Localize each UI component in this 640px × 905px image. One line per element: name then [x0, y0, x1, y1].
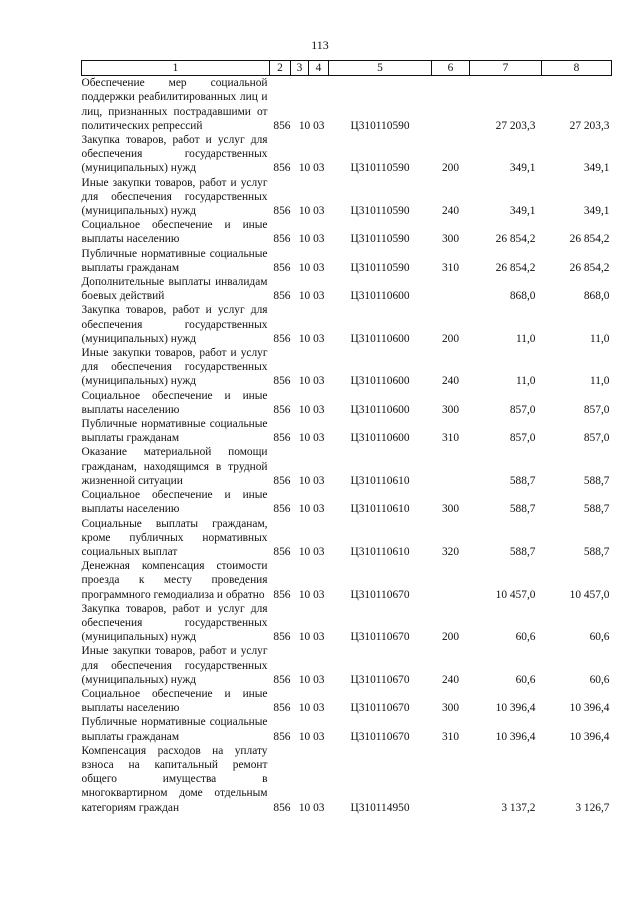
table-row	[82, 389, 612, 417]
table-row	[82, 687, 612, 715]
row-name: Закупка товаров, работ и услуг для обеспечения государственных (муниципальных) нужд	[81, 304, 268, 345]
row-ministry-code: 856	[273, 162, 291, 175]
row-target-code: Ц310110670	[350, 631, 410, 644]
row-target-code: Ц310110670	[350, 730, 410, 743]
row-expense-type	[432, 559, 470, 602]
table-row	[82, 76, 612, 133]
row-amount-plan: 11,0	[515, 332, 536, 345]
row-section-code: 10 03	[298, 119, 325, 132]
row-amount-plan: 10 396,4	[495, 702, 536, 715]
row-section-code: 10 03	[298, 162, 325, 175]
row-target-code: Ц310110590	[350, 119, 410, 132]
row-amount-actual: 26 854,2	[569, 261, 610, 274]
row-section-code: 10 03	[298, 290, 325, 303]
row-name: Компенсация расходов на уплату взноса на капитальный ремонт общего имущества в многоквартирном доме отдельным категориям граждан	[81, 744, 268, 814]
row-name: Социальное обеспечение и иные выплаты населению	[81, 687, 268, 715]
table-row	[82, 488, 612, 516]
row-target-code: Ц310110610	[350, 545, 410, 558]
row-expense-type: 300	[441, 233, 460, 246]
row-name: Социальные выплаты гражданам, кроме публичных нормативных социальных выплат	[81, 517, 268, 558]
row-section-code: 10 03	[298, 261, 325, 274]
row-section-code: 10 03	[298, 631, 325, 644]
row-ministry-code: 856	[273, 673, 291, 686]
row-ministry-code: 856	[273, 801, 291, 814]
row-expense-type	[432, 76, 470, 133]
row-amount-actual: 60,6	[589, 673, 610, 686]
row-amount-actual: 10 396,4	[569, 702, 610, 715]
row-ministry-code: 856	[273, 332, 291, 345]
row-name: Публичные нормативные социальные выплаты гражданам	[81, 716, 268, 743]
table-row	[82, 644, 612, 687]
row-target-code: Ц310110600	[350, 403, 410, 416]
row-ministry-code: 856	[273, 233, 291, 246]
row-amount-plan: 60,6	[515, 673, 536, 686]
row-ministry-code: 856	[273, 503, 291, 516]
row-section-code: 10 03	[298, 233, 325, 246]
row-amount-plan: 588,7	[509, 474, 536, 487]
row-amount-plan: 11,0	[515, 375, 536, 388]
row-section-code: 10 03	[298, 332, 325, 345]
row-target-code: Ц310110670	[350, 673, 410, 686]
header-cell: 2	[270, 61, 291, 76]
row-ministry-code: 856	[273, 730, 291, 743]
row-target-code: Ц310110590	[350, 261, 410, 274]
row-amount-actual: 10 457,0	[569, 588, 610, 601]
row-amount-actual: 588,7	[583, 545, 610, 558]
row-section-code: 10 03	[298, 403, 325, 416]
table-row	[82, 744, 612, 815]
header-cell: 4	[309, 61, 329, 76]
row-ministry-code: 856	[273, 403, 291, 416]
row-target-code: Ц310110600	[350, 290, 410, 303]
row-amount-plan: 857,0	[509, 403, 536, 416]
row-ministry-code: 856	[273, 631, 291, 644]
row-expense-type	[432, 744, 470, 815]
row-name: Социальное обеспечение и иные выплаты населению	[81, 389, 268, 416]
row-target-code: Ц310110600	[350, 375, 410, 388]
row-target-code: Ц310114950	[350, 801, 410, 814]
row-amount-actual: 868,0	[583, 290, 610, 303]
row-ministry-code: 856	[273, 432, 291, 445]
page-number: 113	[311, 38, 329, 52]
row-amount-actual: 11,0	[589, 375, 610, 388]
row-expense-type: 320	[441, 545, 460, 558]
row-name: Закупка товаров, работ и услуг для обеспечения государственных (муниципальных) нужд	[81, 602, 268, 644]
row-amount-actual: 349,1	[583, 162, 610, 175]
header-cell: 5	[329, 61, 432, 76]
row-section-code: 10 03	[298, 588, 325, 601]
row-expense-type: 240	[441, 673, 460, 686]
row-amount-actual: 588,7	[583, 503, 610, 516]
table-row	[82, 417, 612, 445]
row-target-code: Ц310110600	[350, 432, 410, 445]
row-ministry-code: 856	[273, 261, 291, 274]
budget-table	[81, 60, 612, 815]
row-section-code: 10 03	[298, 673, 325, 686]
row-ministry-code: 856	[273, 702, 291, 715]
table-row	[82, 303, 612, 346]
table-row	[82, 176, 612, 219]
row-amount-plan: 349,1	[509, 205, 536, 218]
row-amount-actual: 349,1	[583, 205, 610, 218]
row-amount-actual: 588,7	[583, 474, 610, 487]
row-amount-actual: 10 396,4	[569, 730, 610, 743]
row-expense-type: 300	[441, 503, 460, 516]
table-row	[82, 517, 612, 560]
row-expense-type: 200	[441, 332, 460, 345]
row-name: Денежная компенсация стоимости проезда к месту проведения программного гемодиализа и обратно	[81, 560, 268, 601]
row-name: Иные закупки товаров, работ и услуг для обеспечения государственных (муниципальных) нужд	[81, 645, 268, 686]
table-row	[82, 445, 612, 488]
row-ministry-code: 856	[273, 545, 291, 558]
row-amount-actual: 11,0	[589, 332, 610, 345]
row-name: Публичные нормативные социальные выплаты гражданам	[81, 418, 268, 445]
table-row	[82, 275, 612, 303]
table-row	[82, 715, 612, 743]
row-amount-plan: 857,0	[509, 432, 536, 445]
table-row	[82, 133, 612, 176]
row-section-code: 10 03	[298, 730, 325, 743]
table-row	[82, 247, 612, 275]
row-expense-type: 200	[441, 631, 460, 644]
header-cell: 7	[470, 61, 542, 76]
row-amount-plan: 588,7	[509, 545, 536, 558]
row-expense-type	[432, 445, 470, 488]
row-target-code: Ц310110600	[350, 332, 410, 345]
row-name: Иные закупки товаров, работ и услуг для обеспечения государственных (муниципальных) нужд	[81, 176, 268, 218]
row-amount-plan: 588,7	[509, 503, 536, 516]
row-name: Социальное обеспечение и иные выплаты населению	[81, 489, 268, 516]
table-row	[82, 559, 612, 602]
row-expense-type: 310	[441, 261, 460, 274]
header-cell: 1	[82, 61, 270, 76]
row-ministry-code: 856	[273, 375, 291, 388]
row-amount-plan: 10 457,0	[495, 588, 536, 601]
row-target-code: Ц310110590	[350, 233, 410, 246]
header-cell: 8	[542, 61, 612, 76]
row-amount-actual: 27 203,3	[569, 119, 610, 132]
row-expense-type: 300	[441, 403, 460, 416]
row-amount-plan: 10 396,4	[495, 730, 536, 743]
row-section-code: 10 03	[298, 432, 325, 445]
row-amount-actual: 26 854,2	[569, 233, 610, 246]
row-expense-type	[432, 275, 470, 303]
row-ministry-code: 856	[273, 588, 291, 601]
header-cell: 6	[432, 61, 470, 76]
row-section-code: 10 03	[298, 545, 325, 558]
row-expense-type: 310	[441, 432, 460, 445]
row-amount-plan: 27 203,3	[495, 119, 536, 132]
row-amount-plan: 26 854,2	[495, 261, 536, 274]
row-target-code: Ц310110610	[350, 503, 410, 516]
row-expense-type: 240	[441, 205, 460, 218]
row-target-code: Ц310110590	[350, 162, 410, 175]
row-amount-plan: 3 137,2	[501, 801, 536, 814]
table-row	[82, 218, 612, 246]
row-name: Публичные нормативные социальные выплаты гражданам	[81, 247, 268, 274]
row-name: Иные закупки товаров, работ и услуг для обеспечения государственных (муниципальных) нужд	[81, 347, 268, 388]
row-amount-actual: 857,0	[583, 403, 610, 416]
table-row	[82, 346, 612, 389]
row-section-code: 10 03	[298, 375, 325, 388]
row-ministry-code: 856	[273, 205, 291, 218]
row-amount-plan: 60,6	[515, 631, 536, 644]
row-ministry-code: 856	[273, 474, 291, 487]
header-cell: 3	[291, 61, 309, 76]
row-name: Дополнительные выплаты инвалидам боевых действий	[81, 276, 268, 303]
row-expense-type: 200	[441, 162, 460, 175]
row-section-code: 10 03	[298, 205, 325, 218]
row-section-code: 10 03	[298, 702, 325, 715]
row-name: Закупка товаров, работ и услуг для обеспечения государственных (муниципальных) нужд	[81, 134, 268, 175]
row-expense-type: 300	[441, 702, 460, 715]
row-name: Обеспечение мер социальной поддержки реабилитированных лиц и лиц, признанных пострадавшими от политических репрессий	[81, 77, 268, 132]
row-section-code: 10 03	[298, 503, 325, 516]
row-section-code: 10 03	[298, 801, 325, 814]
row-target-code: Ц310110610	[350, 474, 410, 487]
row-ministry-code: 856	[273, 290, 291, 303]
row-expense-type: 240	[441, 375, 460, 388]
row-amount-actual: 3 126,7	[575, 801, 610, 814]
row-amount-plan: 26 854,2	[495, 233, 536, 246]
row-section-code: 10 03	[298, 474, 325, 487]
row-amount-actual: 60,6	[589, 631, 610, 644]
row-ministry-code: 856	[273, 119, 291, 132]
row-name: Оказание материальной помощи гражданам, находящимся в трудной жизненной ситуации	[81, 446, 268, 487]
row-target-code: Ц310110670	[350, 702, 410, 715]
row-amount-plan: 349,1	[509, 162, 536, 175]
row-amount-plan: 868,0	[509, 290, 536, 303]
table-row	[82, 602, 612, 645]
row-expense-type: 310	[441, 730, 460, 743]
row-amount-actual: 857,0	[583, 432, 610, 445]
row-target-code: Ц310110670	[350, 588, 410, 601]
header-row	[82, 61, 612, 76]
row-target-code: Ц310110590	[350, 205, 410, 218]
row-name: Социальное обеспечение и иные выплаты населению	[81, 219, 268, 246]
